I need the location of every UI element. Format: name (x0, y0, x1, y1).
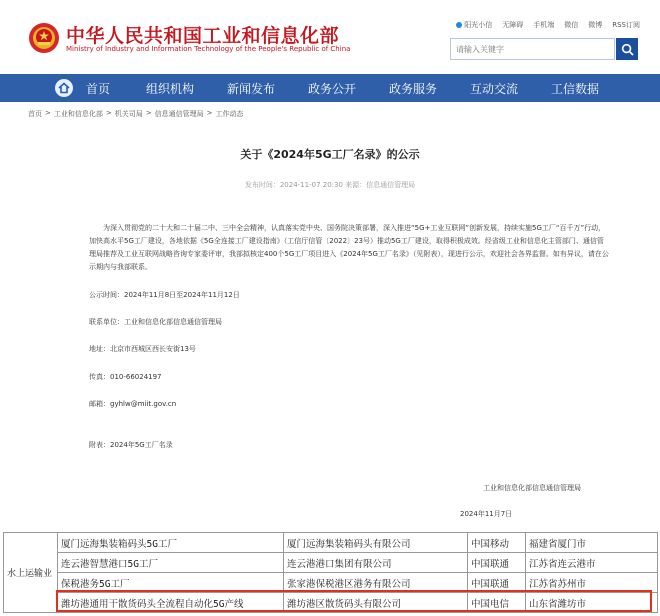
contact-unit: 联系单位：工业和信息化部信息通信管理局 (89, 318, 222, 326)
breadcrumb-departments[interactable]: 机关司局 (114, 110, 143, 118)
nav-government-services[interactable]: 政务服务 (389, 82, 438, 96)
nav-data[interactable]: 工信数据 (551, 82, 600, 96)
factory-table (3, 532, 658, 613)
signature-date: 2024年11月7日 (460, 510, 513, 518)
breadcrumb (28, 109, 244, 119)
table-cell-operator: 中国电信 (468, 593, 526, 613)
toplink-weibo[interactable]: 微博 (588, 21, 603, 29)
site-header (0, 0, 660, 72)
table-cell-operator: 中国联通 (468, 553, 526, 573)
nav-government-affairs[interactable]: 政务公开 (308, 82, 357, 96)
toplink-mobile[interactable]: 手机端 (533, 21, 555, 29)
publicity-period: 公示时间：2024年11月8日至2024年11月12日 (89, 291, 240, 299)
breadcrumb-work-news[interactable]: 工作动态 (215, 110, 244, 118)
home-icon (54, 78, 74, 98)
search-icon (621, 43, 634, 56)
search-button[interactable] (616, 38, 638, 60)
toplink-wechat[interactable]: 微信 (564, 21, 579, 29)
nav-home[interactable]: 首页 (86, 82, 111, 96)
national-emblem-icon[interactable] (28, 22, 60, 54)
table-row (4, 553, 658, 573)
article-meta: 发布时间：2024-11-07 20:30 来源：信息通信管理局 (244, 181, 416, 189)
article-paragraph: 为深入贯彻党的二十大和二十届二中、三中全会精神，认真落实党中央、国务院决策部署，深入推进“5G+工业互联网”创新发展，持续实施5G工厂“百千万”行动，加快高水平5G工厂建设，各地依据《5G全连接工厂建设指南》（工信厅信管〔2022〕23号）推动5G工厂建设，取得积极成效。经省级工业和信息化主管部门、通信管理局推荐及工业互联网战略咨询专家委评审，我部拟核定400个5G工厂项目进入《2024年5G工厂名录》（见附表），现进行公示，欢迎社会各界监督。如有异议，请在公示期内与我部联系。 (89, 224, 609, 271)
site-title[interactable]: 中华人民共和国工业和信息化部 (66, 25, 340, 47)
toplink-accessibility[interactable]: 无障碍 (502, 21, 524, 29)
breadcrumb-separator: > (206, 109, 213, 117)
table-cell-operator: 中国移动 (468, 533, 526, 553)
search-input[interactable] (450, 38, 615, 60)
table-cell-location: 福建省厦门市 (526, 533, 658, 553)
nav-news[interactable]: 新闻发布 (227, 82, 276, 96)
breadcrumb-separator: > (105, 109, 112, 117)
table-cell-company: 潍坊港区散货码头有限公司 (284, 593, 468, 613)
signature: 工业和信息化部信息通信管理局 (483, 484, 581, 492)
attachment-note: 附表：2024年5G工厂名录 (89, 441, 173, 449)
contact-address: 地址：北京市西城区西长安街13号 (89, 345, 196, 353)
breadcrumb-home[interactable]: 首页 (28, 110, 42, 118)
top-links (456, 20, 640, 30)
table-cell-company: 张家港保税港区港务有限公司 (284, 573, 468, 593)
contact-email[interactable]: 邮箱：gyhlw@miit.gov.cn (89, 400, 177, 408)
table-cell-location: 江苏省连云港市 (526, 553, 658, 573)
breadcrumb-separator: > (145, 109, 152, 117)
table-cell-operator: 中国联通 (468, 573, 526, 593)
table-row (4, 533, 658, 553)
table-cell-location: 江苏省苏州市 (526, 573, 658, 593)
table-row (4, 573, 658, 593)
table-cell-company: 连云港港口集团有限公司 (284, 553, 468, 573)
site-subtitle: Ministry of Industry and Information Technology of the People's Republic of China (66, 45, 351, 53)
breadcrumb-bureau[interactable]: 信息通信管理局 (154, 110, 204, 118)
contact-fax: 传真：010-66024197 (89, 373, 162, 381)
nav-organization[interactable]: 组织机构 (146, 82, 195, 96)
table-category-cell: 水上运输业 (4, 533, 58, 613)
table-cell-project: 保税港务5G工厂 (58, 573, 284, 593)
table-cell-company: 厦门远海集装箱码头有限公司 (284, 533, 468, 553)
article-title: 关于《2024年5G工厂名录》的公示 (240, 148, 420, 161)
breadcrumb-separator: > (45, 109, 51, 117)
table-cell-location: 山东省潍坊市 (526, 593, 658, 613)
table-cell-project: 连云港智慧港口5G工厂 (58, 553, 284, 573)
nav-interaction[interactable]: 互动交流 (470, 82, 519, 96)
table-row-highlighted (4, 593, 658, 613)
toplink-rss[interactable]: RSS订阅 (612, 21, 640, 29)
table-cell-project: 潍坊港通用干散货码头全流程自动化5G产线 (58, 593, 284, 613)
table-cell-project: 厦门远海集装箱码头5G工厂 (58, 533, 284, 553)
breadcrumb-ministry[interactable]: 工业和信息化部 (53, 110, 103, 118)
dot-icon (456, 22, 462, 28)
toplink-yangguang[interactable]: 阳光小信 (456, 20, 492, 30)
